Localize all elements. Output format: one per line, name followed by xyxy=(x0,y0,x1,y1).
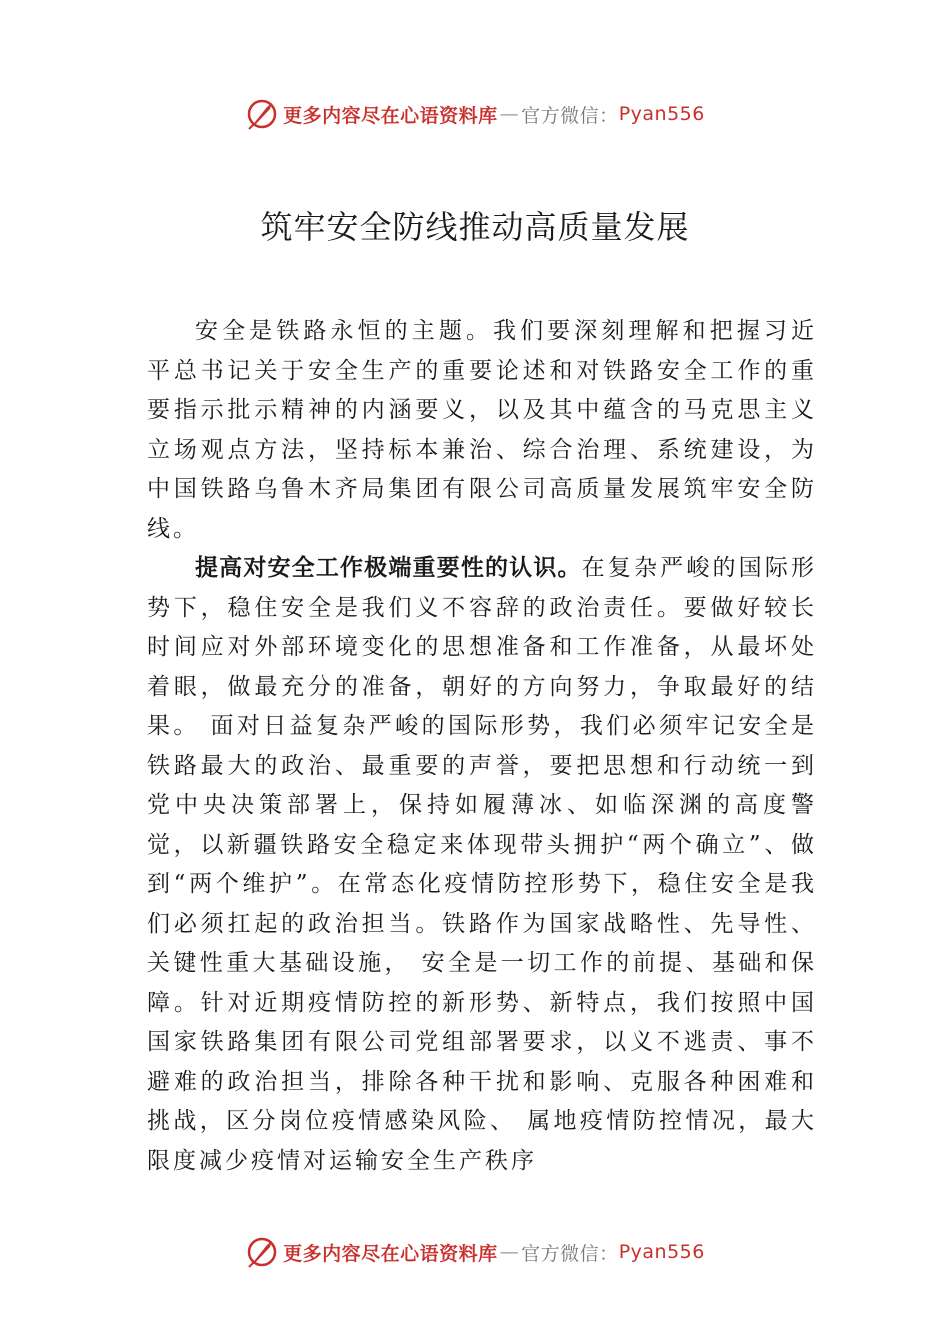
document-title: 筑牢安全防线推动高质量发展 xyxy=(260,208,690,246)
header-watermark-banner xyxy=(0,94,950,134)
paragraph-2-heading: 提高对安全工作极端重要性的认识。 xyxy=(195,555,582,581)
banner-lead-text: 更多内容尽在心语资料库 xyxy=(283,104,498,127)
footer-watermark-banner xyxy=(0,1232,950,1272)
banner-wechat-label: 官方微信： xyxy=(521,104,619,127)
banner-dash: — xyxy=(499,1241,520,1263)
document-body xyxy=(147,312,817,1181)
quill-pen-logo-icon xyxy=(245,1235,279,1269)
banner-wechat-handle: Pyan556 xyxy=(618,1241,705,1263)
banner-wechat-handle: Pyan556 xyxy=(618,103,705,125)
paragraph-1-text: 安全是铁路永恒的主题。我们要深刻理解和把握习近平总书记关于安全生产的重要论述和对铁路安全工作的重要指示批示精神的内涵要义，以及其中蕴含的马克思主义立场观点方法，坚持标本兼治、综合治理、系统建设，为中国铁路乌鲁木齐局集团有限公司高质量发展筑牢安全防线。 xyxy=(147,318,817,542)
paragraph-2 xyxy=(147,549,817,1181)
paragraph-2-text: 在复杂严峻的国际形势下，稳住安全是我们义不容辞的政治责任。要做好较长时间应对外部环境变化的思想准备和工作准备，从最坏处着眼，做最充分的准备，朝好的方向努力，争取最好的结果。 面对日益复杂严峻的国际形势，我们必须牢记安全是铁路最大的政治、最重要的声誉，要把思想和行动统一到党中央决策部署上，保持如履薄冰、如临深渊的高度警觉，以新疆铁路安全稳定来体现带头拥护“两个确立”、做到“两个维护”。在常态化疫情防控形势下，稳住安全是我们必须扛起的政治担当。铁路作为国家战略性、先导性、关键性重大基础设施， 安全是一切工作的前提、基础和保障。针对近期疫情防控的新形势、新特点，我们按照中国国家铁路集团有限公司党组部署要求，以义不逃责、事不避难的政治担当，排除各种干扰和影响、克服各种困难和挑战，区分岗位疫情感染风险、 属地疫情防控情况，最大限度减少疫情对运输安全生产秩序 xyxy=(147,555,818,1174)
paragraph-1 xyxy=(147,312,817,549)
banner-lead-text: 更多内容尽在心语资料库 xyxy=(283,1242,498,1265)
banner-wechat-label: 官方微信： xyxy=(521,1242,619,1265)
banner-dash: — xyxy=(499,103,520,125)
quill-pen-logo-icon xyxy=(245,97,279,131)
